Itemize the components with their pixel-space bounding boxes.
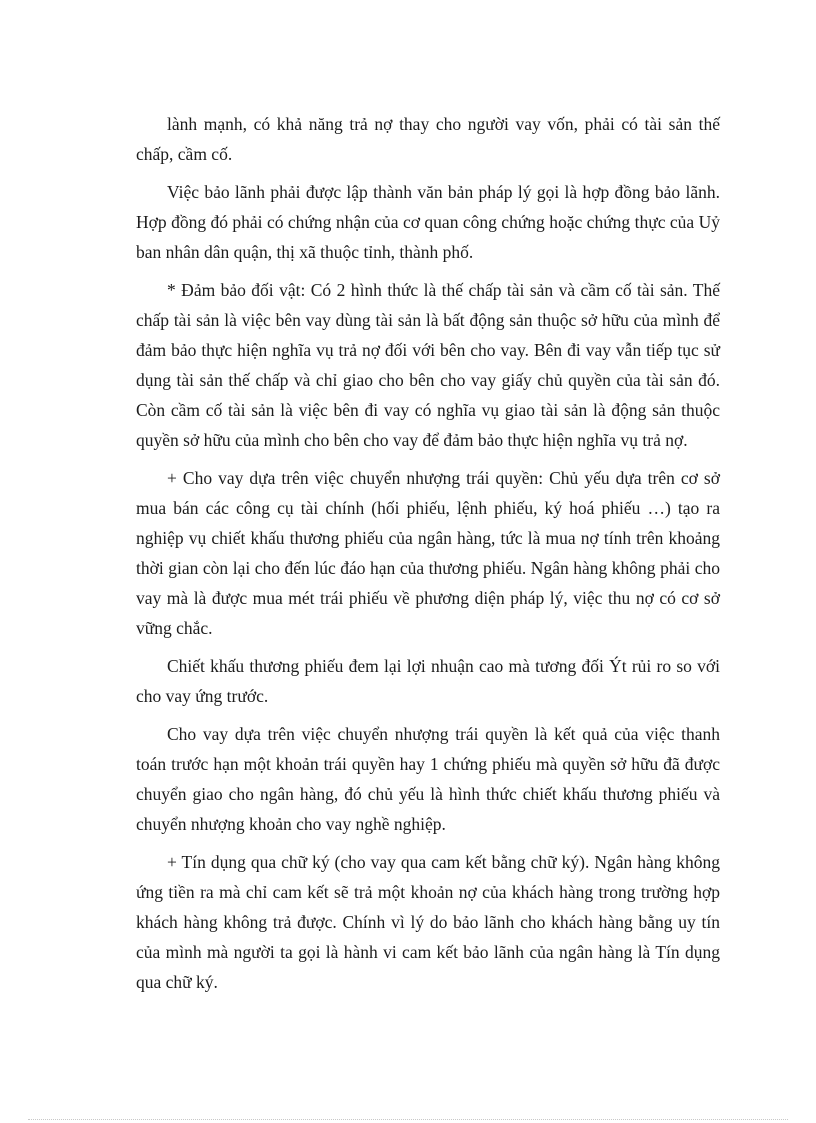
paragraph-signature-credit: + Tín dụng qua chữ ký (cho vay qua cam kết bằng chữ ký). Ngân hàng không ứng tiền ra mà chỉ cam kết sẽ trả một khoản nợ của khách hàng trong trường hợp khách hàng không trả được. Chính vì lý do bảo lãnh cho khách hàng bằng uy tín của mình mà người ta gọi là hành vi cam kết bảo lãnh của ngân hàng là Tín dụng qua chữ ký. bbox=[136, 852, 720, 992]
paragraph-claim-transfer: + Cho vay dựa trên việc chuyển nhượng trái quyền: Chủ yếu dựa trên cơ sở mua bán các công cụ tài chính (hối phiếu, lệnh phiếu, ký hoá phiếu …) tạo ra nghiệp vụ chiết khấu thương phiếu của ngân hàng, tức là mua nợ tính trên khoảng thời gian còn lại cho đến lúc đáo hạn của thương phiếu. Ngân hàng không phải cho vay mà là được mua mét trái phiếu về phương diện pháp lý, việc thu nợ có cơ sở vững chắc. bbox=[136, 468, 720, 638]
document-body bbox=[136, 109, 720, 997]
paragraph-collateral: * Đảm bảo đối vật: Có 2 hình thức là thế chấp tài sản và cầm cố tài sản. Thế chấp tài sản là việc bên vay dùng tài sản là bất động sản thuộc sở hữu của mình để đảm bảo thực hiện nghĩa vụ trả nợ đối với bên cho vay. Bên đi vay vẫn tiếp tục sử dụng tài sản thế chấp và chỉ giao cho bên cho vay giấy chủ quyền của tài sản đó. Còn cầm cố tài sản là việc bên đi vay có nghĩa vụ giao tài sản là động sản thuộc quyền sở hữu của mình cho bên cho vay để đảm bảo thực hiện nghĩa vụ trả nợ. bbox=[136, 280, 720, 450]
paragraph-continuation: lành mạnh, có khả năng trả nợ thay cho người vay vốn, phải có tài sản thế chấp, cầm cố. bbox=[136, 114, 720, 164]
paragraph-claim-transfer-result: Cho vay dựa trên việc chuyển nhượng trái quyền là kết quả của việc thanh toán trước hạn một khoản trái quyền hay 1 chứng phiếu mà quyền sở hữu đã được chuyển giao cho ngân hàng, đó chủ yếu là hình thức chiết khấu thương phiếu và chuyển nhượng khoản cho vay nghề nghiệp. bbox=[136, 724, 720, 834]
paragraph-guarantee-contract: Việc bảo lãnh phải được lập thành văn bản pháp lý gọi là hợp đồng bảo lãnh. Hợp đồng đó phải có chứng nhận của cơ quan công chứng hoặc chứng thực của Uỷ ban nhân dân quận, thị xã thuộc tỉnh, thành phố. bbox=[136, 182, 720, 262]
page-bottom-divider bbox=[28, 1119, 788, 1120]
paragraph-discount-profit: Chiết khấu thương phiếu đem lại lợi nhuận cao mà tương đối Ýt rủi ro so với cho vay ứng trước. bbox=[136, 656, 720, 706]
